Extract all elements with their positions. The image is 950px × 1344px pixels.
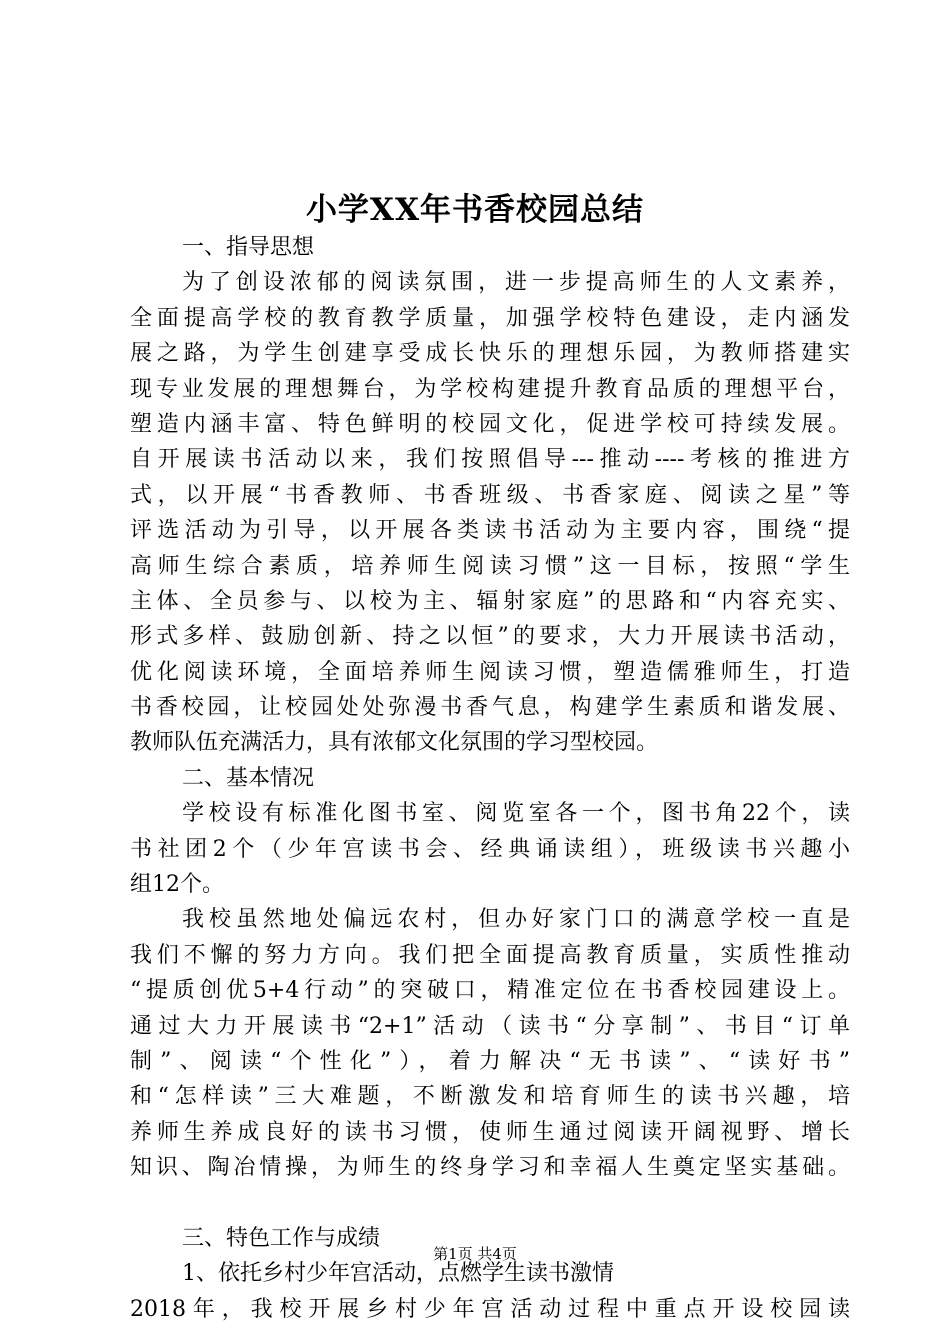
text-line: 学校设有标准化图书室、阅览室各一个，图书角22个，读 [182,801,850,827]
text-line: 一、指导思想 [182,235,315,260]
document-body [130,230,850,1327]
text-line: 全面提高学校的教育教学质量，加强学校特色建设，走内涵发 [130,305,850,331]
text-line: “提质创优5+4行动”的突破口，精准定位在书香校园建设上。 [130,978,850,1004]
text-line: 2018年，我校开展乡村少年宫活动过程中重点开设校园读 [130,1296,850,1322]
text-line: 为了创设浓郁的阅读氛围，进一步提高师生的人文素养， [182,270,850,296]
text-line: 展之路，为学生创建享受成长快乐的理想乐园，为教师搭建实 [130,341,850,367]
text-line: 1、依托乡村少年宫活动，点燃学生读书激情 [182,1261,614,1287]
text-line: 式，以开展“书香教师、书香班级、书香家庭、阅读之星”等 [130,482,850,508]
text-line: 知识、陶冶情操，为师生的终身学习和幸福人生奠定坚实基础。 [130,1155,850,1181]
text-line: 评选活动为引导，以开展各类读书活动为主要内容，围绕“提 [130,518,850,544]
text-line: 二、基本情况 [182,765,315,791]
text-line: 我们不懈的努力方向。我们把全面提高教育质量，实质性推动 [130,942,850,968]
text-line: 优化阅读环境，全面培养师生阅读习惯，塑造儒雅师生，打造 [130,659,850,685]
text-line: 组12个。 [130,872,224,898]
text-line: 三、特色工作与成绩 [182,1225,381,1251]
text-line: 塑造内涵丰富、特色鲜明的校园文化，促进学校可持续发展。 [130,411,850,437]
text-line: 制”、阅读“个性化”），着力解决“无书读”、“读好书” [130,1048,850,1074]
text-line: 高师生综合素质，培养师生阅读习惯”这一目标，按照“学生 [130,553,850,579]
text-line: 书社团2个（少年宫读书会、经典诵读组），班级读书兴趣小 [130,836,850,862]
document-title: 小学XX年书香校园总结 [305,192,645,228]
text-line: 养师生养成良好的读书习惯，使师生通过阅读开阔视野、增长 [130,1119,850,1145]
text-line: 书香校园，让校园处处弥漫书香气息，构建学生素质和谐发展、 [130,695,850,721]
blank-line [130,1186,850,1221]
page-footer: 第1页 共4页 [433,1245,517,1263]
text-line: 主体、全员参与、以校为主、辐射家庭”的思路和“内容充实、 [130,588,850,614]
text-line: 通过大力开展读书“2+1”活动（读书“分享制”、书目“订单 [130,1013,850,1039]
text-line: 形式多样、鼓励创新、持之以恒”的要求，大力开展读书活动， [130,624,850,650]
text-line: 现专业发展的理想舞台，为学校构建提升教育品质的理想平台， [130,376,850,402]
text-line: 和“怎样读”三大难题，不断激发和培育师生的读书兴趣，培 [130,1084,850,1110]
text-line: 自开展读书活动以来，我们按照倡导---推动----考核的推进方 [130,447,850,473]
text-line: 教师队伍充满活力，具有浓郁文化氛围的学习型校园。 [130,730,659,756]
text-line: 我校虽然地处偏远农村，但办好家门口的满意学校一直是 [182,907,850,933]
